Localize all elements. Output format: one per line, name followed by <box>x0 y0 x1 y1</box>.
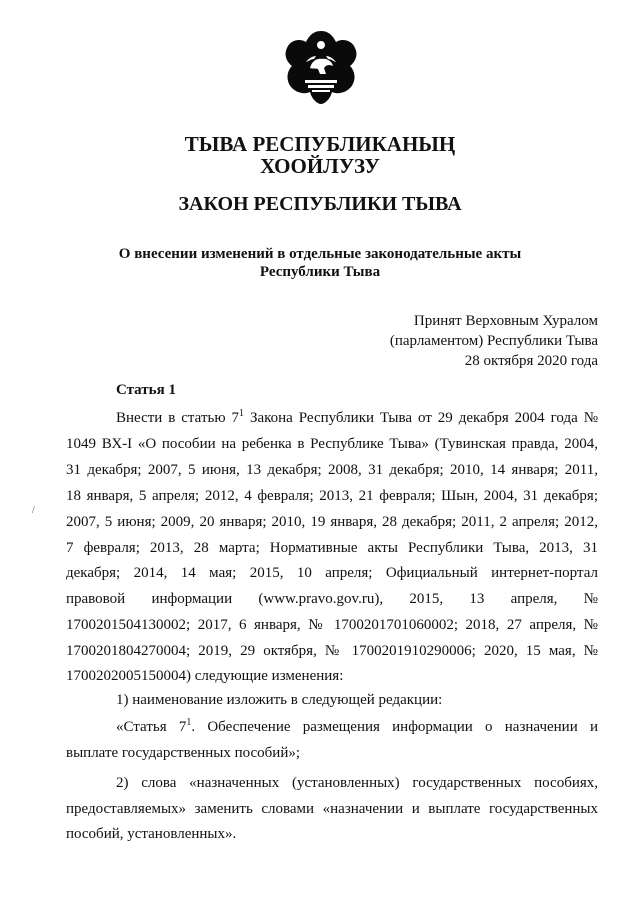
paragraph-line: правовой информации (www.pravo.gov.ru), 2015, 13 апреля, № <box>66 591 598 607</box>
item-1-quote-line1 <box>116 717 598 737</box>
republic-name-tuvan-line2: ХООЙЛУЗУ <box>260 154 380 178</box>
item-2-line3: пособий, установленных». <box>66 826 237 842</box>
superscript: 1 <box>186 717 192 728</box>
adoption-line1: Принят Верховным Хуралом <box>413 313 598 329</box>
paragraph-line: 2007, 5 июня; 2009, 20 января; 2010, 19 января, 28 декабря; 2011, 2 апреля; 2012, <box>66 514 598 530</box>
paragraph-line: 1700202005150004) следующие изменения: <box>66 668 344 684</box>
paragraph-line: 7 февраля; 2013, 28 марта; Нормативные акты Республики Тыва, 2013, 31 <box>66 540 598 556</box>
item-2-line1: 2) слова «назначенных (установленных) государственных пособиях, <box>116 775 598 791</box>
margin-mark: / <box>32 505 35 516</box>
text-fragment: Внести в статью 7 <box>116 410 239 426</box>
paragraph-line: 18 января, 5 апреля; 2012, 4 февраля; 2013, 21 февраля; Шын, 2004, 31 декабря; <box>66 488 598 504</box>
coat-of-arms-emblem <box>280 28 362 106</box>
text-fragment: Закона Республики Тыва от 29 декабря 2004 года № <box>244 410 599 426</box>
paragraph-line: 1049 ВХ-I «О пособии на ребенка в Республике Тыва» (Тувинская правда, 2004, <box>66 436 598 452</box>
paragraph-line: 1700201804270004; 2019, 29 октября, № 1700201910290006; 2020, 15 мая, № <box>66 643 598 659</box>
paragraph-line <box>116 408 598 428</box>
paragraph-line: 31 декабря; 2007, 5 июня, 13 декабря; 2008, 31 декабря; 2010, 14 января; 2011, <box>66 462 598 478</box>
text-fragment: «Статья 7 <box>116 719 187 735</box>
law-title: ЗАКОН РЕСПУБЛИКИ ТЫВА <box>178 193 462 215</box>
law-subject-line2: Республики Тыва <box>259 264 381 280</box>
superscript: 1 <box>239 408 244 419</box>
item-2-line2: предоставляемых» заменить словами «назначении и выплате государственных <box>66 801 598 817</box>
paragraph-line: декабря; 2014, 14 мая; 2015, 10 апреля; Официальный интернет-портал <box>66 565 598 581</box>
text-fragment: . Обеспечение размещения информации о назначении и <box>191 719 598 735</box>
item-1-quote-line2: выплате государственных пособий»; <box>66 745 301 761</box>
republic-name-tuvan-line1: ТЫВА РЕСПУБЛИКАНЫҢ <box>184 132 456 156</box>
adoption-block <box>390 311 598 371</box>
law-subject-line1: О внесении изменений в отдельные законодательные акты <box>118 246 522 262</box>
item-1: 1) наименование изложить в следующей редакции: <box>116 692 443 708</box>
adoption-date: 28 октября 2020 года <box>464 353 598 369</box>
article-title: Статья 1 <box>116 382 176 398</box>
adoption-line2: (парламентом) Республики Тыва <box>389 333 598 349</box>
paragraph-line: 1700201504130002; 2017, 6 января, № 1700201701060002; 2018, 27 апреля, № <box>66 617 598 633</box>
